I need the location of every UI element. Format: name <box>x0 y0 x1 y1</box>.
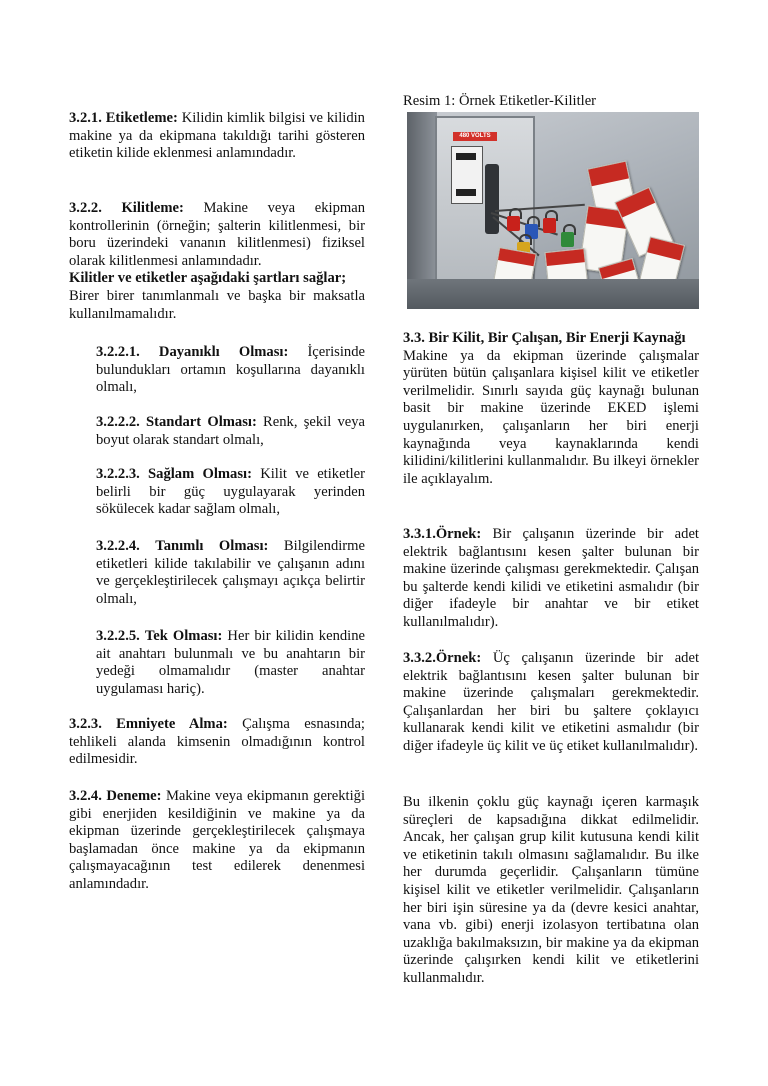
section-number: 3.2.1. <box>69 110 102 126</box>
section-3-2-2-1 <box>69 344 365 397</box>
padlock-green <box>561 232 574 247</box>
requirements-heading: Kilitler ve etiketler aşağıdaki şartları sağlar; <box>69 270 347 287</box>
section-3-3 <box>403 330 699 488</box>
paragraph-text: Bu ilkenin çoklu güç kaynağı içeren karmaşık süreçleri de kapsadığına dikkat edilmelidir. Ancak, her çalışan grup kilit kutusuna kendi kilit ve etiketinin takılı olmasını sağlamalıdır. Bu ilke her durumda geçerlidir. Çalışanların tümüne kişisel kilit ve etiketler verilmelidir. Çalışanların her biri işin süresine ya da (devre kesici anahtar, vana vb. gibi) enerji izolasyon tertibatına olan uzaklığa bakılmaksızın, bir makine ya da ekipman üzerinde çalışırken kendi kilit ve etiketlerini kullanmalıdır. <box>403 794 699 986</box>
floor <box>407 279 699 309</box>
section-text: Makine ya da ekipman üzerinde çalışmalar yürüten bütün çalışanlara kişisel kilit ve etiketler verilmelidir. Sınırlı sayıda güç kaynağı bulunan basit bir makine üzerinde EKED işlemi uygulanırken, çalışanların her biri enerji kaynağında veya kaynaklarında kendi kilidini/kilitlerini kullanmalıdır. Bu ilkeyi örnekler ile açıklayalım. <box>403 347 699 487</box>
padlock-red <box>543 218 556 233</box>
section-text: Makine veya ekipmanın gerektiği gibi enerjiden kesildiğinin ve makine ya da ekipman üzerinde gerçekleştirilecek çalışmaya başlamadan önce makine ya da ekipmanın çalışmayacağının test edilerek denenmesi anlamındadır. <box>69 788 366 892</box>
section-3-2-1 <box>69 110 365 163</box>
section-text: Bilgilendirme etiketleri kilide takılabilir ve çalışanın adını ve gerçekleştirilecek çalışmayı açıkça belirtir olmalı, <box>96 538 365 607</box>
voltage-label: 480 VOLTS <box>453 132 497 141</box>
section-text: Renk, şekil veya boyut olarak standart olmalı, <box>96 414 366 448</box>
section-title: Bir Kilit, Bir Çalışan, Bir Enerji Kaynağı <box>428 330 686 346</box>
section-text: Makine veya ekipman kontrollerinin (örneğin; şalterin kilitlenmesi, bir boru üzerindeki vananın kilitlenmesi) fiziksel olarak kilitlenmesi anlamındadır. <box>69 200 365 269</box>
padlock-red <box>507 216 520 231</box>
section-text: Kilidin kimlik bilgisi ve kilidin makine ya da ekipmana takıldığı tarihi gösteren etiketin kilide eklenmesi anlamındadır. <box>69 110 365 162</box>
figure-caption: Resim 1: Örnek Etiketler-Kilitler <box>403 93 597 109</box>
section-number: 3.2.4. <box>69 788 102 804</box>
section-3-2-2-5 <box>69 628 365 698</box>
section-number: 3.2.2.3. <box>96 466 140 482</box>
section-text: Üç çalışanın üzerinde bir adet elektrik bağlantısını kesen şalter bulunan bir makine üzerinde çalışmaları gerekmektedir. Çalışanlardan her biri bu şaltere çoklayıcı kullanarak kendi kilit ve etiketini asmalıdır (bir diğer ifadeyle üç kilit ve üç etiket kullanılmalıdır). <box>403 650 699 754</box>
closing-paragraph <box>403 794 699 988</box>
requirements-text: Birer birer tanımlanmalı ve başka bir maksatla kullanılmamalıdır. <box>69 287 365 322</box>
section-number: 3.2.2.2. <box>96 414 140 430</box>
section-3-2-2 <box>69 200 365 323</box>
section-number: 3.2.2. <box>69 200 102 216</box>
section-text: Kilit ve etiketler belirli bir güç uygulayarak yerinden sökülecek kadar sağlam olmalı, <box>96 466 366 518</box>
section-3-3-1 <box>403 526 699 632</box>
section-3-2-2-2 <box>69 414 365 449</box>
section-title: Sağlam Olması: <box>148 466 252 482</box>
on-off-plate <box>451 146 483 204</box>
section-text: Her bir kilidin kendine ait anahtarı bulunmalı ve bu anahtarın bir yedeği olmamalıdır (master anahtar uygulaması hariç). <box>96 628 365 697</box>
section-title: Emniyete Alma: <box>116 716 228 732</box>
section-title: Kilitleme: <box>121 200 184 216</box>
section-title: 3.3.1.Örnek: <box>403 526 482 542</box>
section-number: 3.2.2.5. <box>96 628 140 644</box>
section-number: 3.3. <box>403 330 425 346</box>
section-title: Dayanıklı Olması: <box>158 344 289 360</box>
section-text: Bir çalışanın üzerinde bir adet elektrik bağlantısını kesen şalter bulunan bir makine üzerinde çalışması gerekmektedir. Çalışan bu şalterde kendi kilidi ve etiketini asmalıdır (bir diğer ifadeyle bir anahtar ve bir etiket kullanılmalıdır). <box>403 526 699 630</box>
switch-handle <box>485 164 499 234</box>
section-3-2-3 <box>69 716 365 769</box>
section-title: Etiketleme: <box>105 110 178 126</box>
section-number: 3.2.3. <box>69 716 102 732</box>
section-number: 3.2.2.1. <box>96 344 140 360</box>
section-title: Deneme: <box>106 788 162 804</box>
section-title: 3.3.2.Örnek: <box>403 650 482 666</box>
section-text: İçerisinde bulundukları ortamın koşullarına dayanıklı olmalı, <box>96 344 365 396</box>
section-3-2-2-3 <box>69 466 365 519</box>
section-text: Çalışma esnasında; tehlikeli alanda kimsenin olmadığının kontrol edilmesidir. <box>69 716 365 768</box>
section-title: Tanımlı Olması: <box>155 538 269 554</box>
lockout-tags-photo <box>407 112 699 309</box>
section-title: Tek Olması: <box>144 628 223 644</box>
section-3-2-4 <box>69 788 365 894</box>
section-title: Standart Olması: <box>146 414 257 430</box>
section-3-2-2-4 <box>69 538 365 608</box>
section-3-3-2 <box>403 650 699 756</box>
section-number: 3.2.2.4. <box>96 538 140 554</box>
